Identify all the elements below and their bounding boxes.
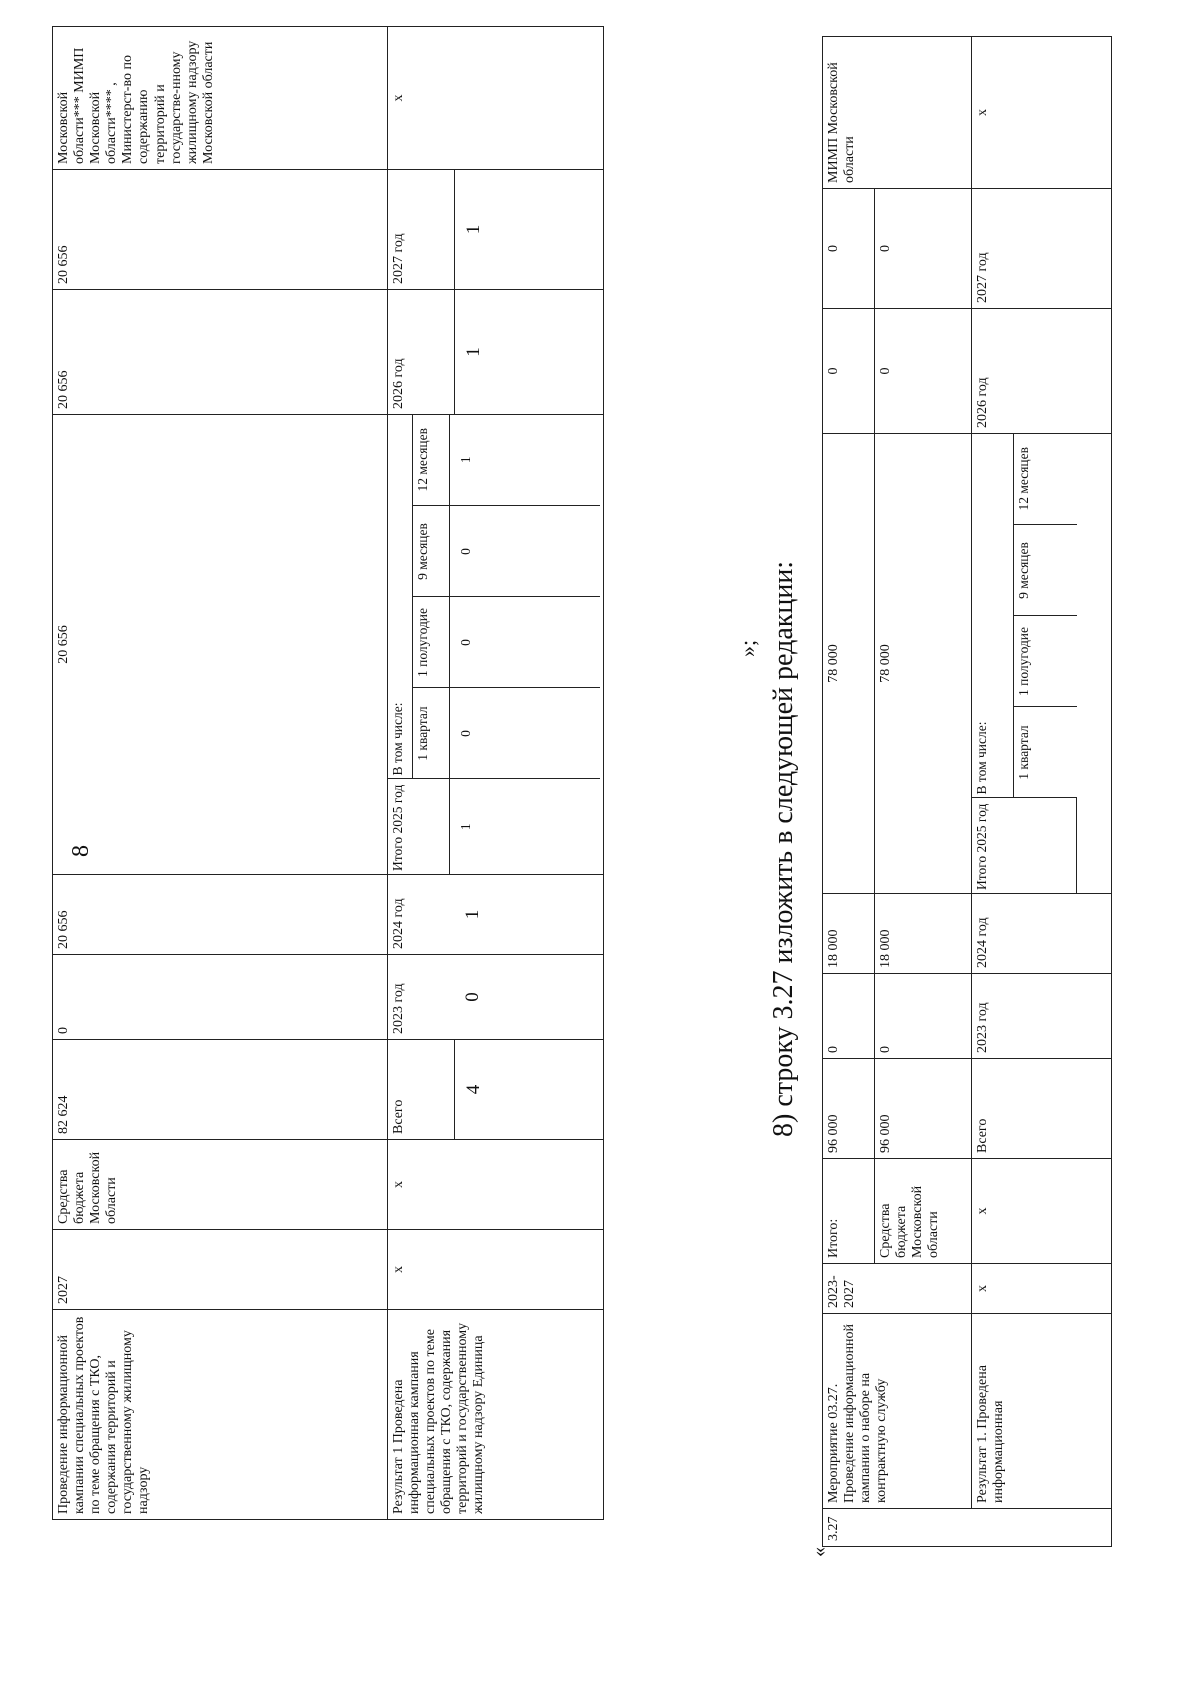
row-2027: 0 [823, 189, 875, 309]
header-2026: 2026 год [391, 358, 406, 409]
header-m9: 9 месяцев [1014, 525, 1077, 616]
header-2024: 2024 год [391, 898, 406, 949]
header-2023: 2023 год [391, 983, 406, 1034]
header-2027: 2027 год [391, 233, 406, 284]
closing-quote: »; [735, 639, 760, 657]
row-source: Средства бюджета Московской области [875, 1159, 972, 1264]
header-total: Всего [391, 1099, 406, 1134]
row-2024: 18 000 [823, 894, 875, 974]
row-2027: 0 [875, 189, 972, 309]
row-2025: 20 656 [53, 415, 388, 875]
row-name: Мероприятие 03.27. Проведение информационной кампании о наборе на контрактную службу [823, 1314, 972, 1509]
table-row [823, 37, 875, 1547]
opening-quote: « [808, 1547, 830, 1557]
value-itogo-2025: 1 [450, 779, 601, 874]
result-2025-block [972, 434, 1112, 894]
row-2023: 0 [823, 974, 875, 1059]
header-2024: 2024 год [972, 894, 1112, 974]
row-total: 82 624 [53, 1040, 388, 1140]
quarter-subtable [388, 414, 600, 874]
row-source: Средства бюджета Московской области [53, 1140, 388, 1230]
row-name: Проведение информационной кампании специальных проектов по теме обращения с ТКО, содержания территорий и государственному жилищному надзору [53, 1310, 388, 1520]
table-row [388, 414, 413, 874]
quarter-subtable [972, 433, 1077, 893]
row-total: 96 000 [823, 1059, 875, 1159]
value-m9: 0 [450, 506, 601, 597]
table-row [450, 414, 601, 874]
row-2026: 0 [823, 309, 875, 434]
header-2026: 2026 год [972, 309, 1112, 434]
row-2026: 20 656 [53, 290, 388, 415]
header-incl: В том числе: [388, 414, 413, 779]
value-total: 4 [454, 1040, 603, 1139]
value-2026: 1 [454, 290, 603, 414]
row-executor: МИМП Московской области [823, 37, 972, 189]
row-executor: Московской области*** МИМП Московской области**** , Министерст-во по содержанию территорий и государстве-нному жилищному надзору Московской области [53, 27, 388, 170]
table-row [388, 27, 604, 1520]
table-bottom [822, 36, 1112, 1547]
result-name: Результат 1 Проведена информационная кампания специальных проектов по теме обращения с ТКО, содержания территорий и государственному жилищному надзору Единица [388, 1310, 604, 1520]
result-2023 [388, 955, 604, 1040]
table-row [53, 27, 388, 1520]
header-q1: 1 квартал [413, 688, 450, 779]
result-executor: x [388, 27, 604, 170]
header-h1: 1 полугодие [413, 597, 450, 688]
result-name: Результат 1. Проведена информационная [972, 1314, 1112, 1509]
row-2025: 78 000 [875, 434, 972, 894]
header-h1: 1 полугодие [1014, 616, 1077, 707]
header-total: Всего [972, 1059, 1112, 1159]
header-q1: 1 квартал [1014, 707, 1077, 798]
header-m12: 12 месяцев [1014, 433, 1077, 525]
row-source: Итого: [823, 1159, 875, 1264]
value-q1: 0 [450, 688, 601, 779]
row-2024: 18 000 [875, 894, 972, 974]
result-source: x [388, 1140, 604, 1230]
value-2024: 1 [462, 909, 483, 920]
result-executor: x [972, 37, 1112, 189]
header-itogo-2025: Итого 2025 год [388, 779, 450, 874]
result-years: x [388, 1230, 604, 1310]
row-2024: 20 656 [53, 875, 388, 955]
result-2025-block [388, 415, 604, 875]
table-top [52, 26, 604, 1520]
result-2027 [388, 170, 604, 290]
row-total: 96 000 [875, 1059, 972, 1159]
header-m12: 12 месяцев [413, 414, 450, 506]
result-2026 [388, 290, 604, 415]
row-years: 2023-2027 [823, 1264, 972, 1314]
value-h1: 0 [450, 597, 601, 688]
section-heading: 8) строку 3.27 изложить в следующей редакции: [768, 560, 799, 1137]
header-2023: 2023 год [972, 974, 1112, 1059]
table-row [972, 433, 1014, 893]
row-2023: 0 [875, 974, 972, 1059]
header-m9: 9 месяцев [413, 506, 450, 597]
row-2023: 0 [53, 955, 388, 1040]
row-2027: 20 656 [53, 170, 388, 290]
result-2024 [388, 875, 604, 955]
result-years: x [972, 1264, 1112, 1314]
row-2026: 0 [875, 309, 972, 434]
header-itogo-2025: Итого 2025 год [972, 798, 1077, 893]
header-2027: 2027 год [972, 189, 1112, 309]
header-incl: В том числе: [972, 433, 1014, 798]
value-2023: 0 [462, 992, 483, 1002]
row-number: 3.27 [823, 1509, 1112, 1547]
page-number: 8 [68, 845, 94, 857]
result-total [388, 1040, 604, 1140]
row-years: 2027 [53, 1230, 388, 1310]
table-row [972, 37, 1112, 1547]
row-2025: 78 000 [823, 434, 875, 894]
value-2027: 1 [454, 170, 603, 289]
value-m12: 1 [450, 414, 601, 506]
result-source: x [972, 1159, 1112, 1264]
